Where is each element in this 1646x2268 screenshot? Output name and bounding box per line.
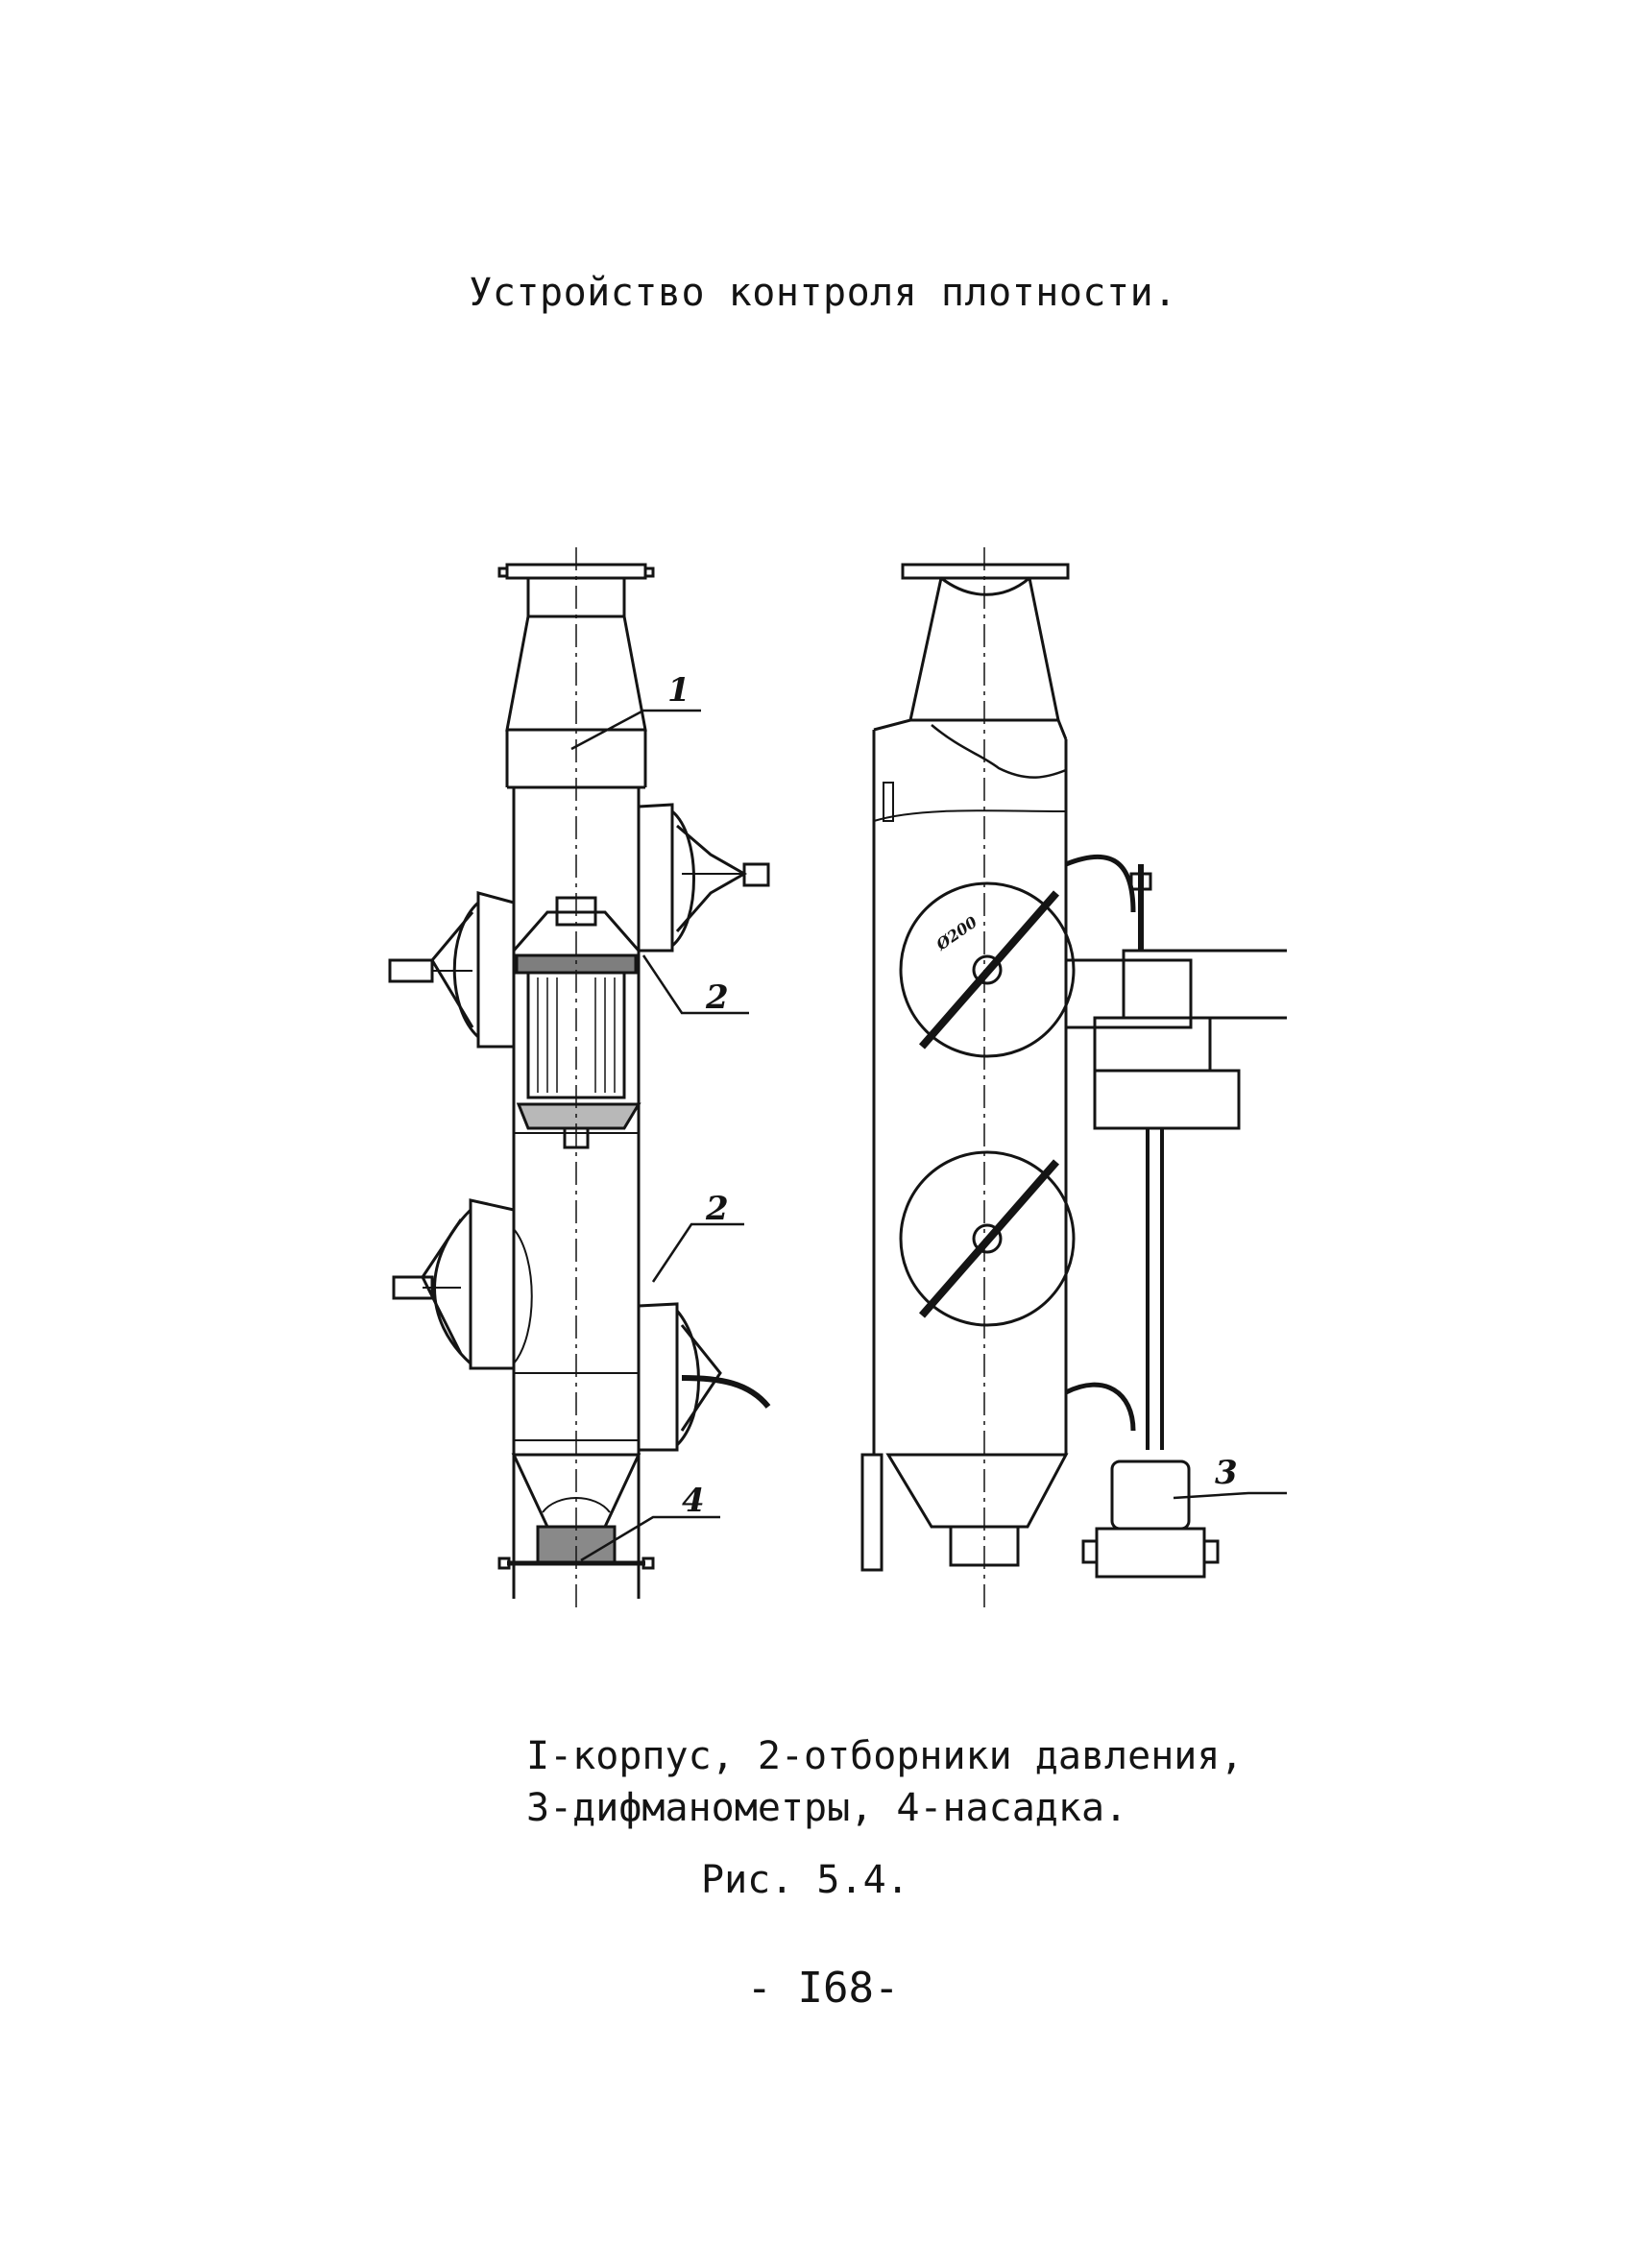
differential-manometer (1112, 1461, 1189, 1529)
left-view (390, 547, 768, 1613)
nozzle (538, 1527, 615, 1563)
drawing-svg (365, 547, 1287, 1613)
callout-3: 3 (1215, 1454, 1238, 1492)
callout-2-lower: 2 (706, 1190, 729, 1228)
page-number: - I68- (746, 1964, 900, 2013)
right-top-flange (903, 565, 1068, 578)
pressure-tap-upper-left (478, 893, 514, 1047)
dimension-label: Ø200 (932, 912, 981, 954)
page-title: Устройство контроля плотности. (469, 271, 1177, 315)
callout-2-upper: 2 (706, 978, 729, 1017)
pressure-tap-lower-right (639, 1304, 677, 1450)
pressure-tap-upper-right (639, 805, 672, 951)
figure-label: Рис. 5.4. (701, 1858, 909, 1902)
callout-1: 1 (667, 671, 690, 710)
caption-line-1: I-корпус, 2-отборники давления, (526, 1734, 1244, 1778)
callout-4: 4 (682, 1482, 705, 1520)
caption-line-2: 3-дифманометры, 4-насадка. (526, 1786, 1128, 1830)
technical-drawing (365, 547, 1287, 1613)
pressure-tap-lower-left (471, 1200, 514, 1368)
